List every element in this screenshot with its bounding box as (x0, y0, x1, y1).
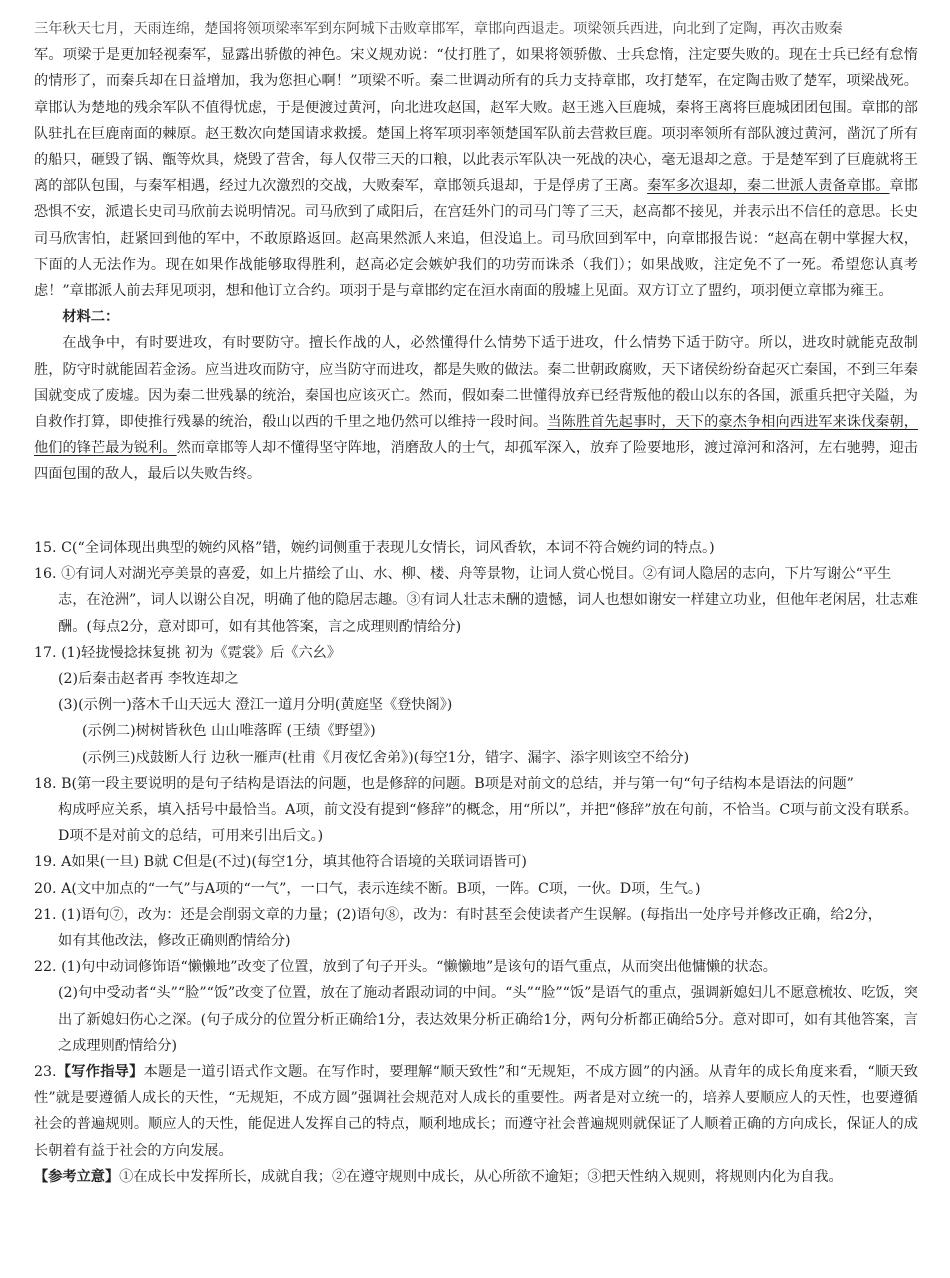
material1-cut-line: 三年秋天七月，天雨连绵，楚国将领项梁率军到东阿城下击败章邯军，章邯向西退走。项梁领兵西进，向北到了定陶，再次击败秦 (34, 21, 843, 37)
material2-text-a: 在战争中，有时要进攻，有时要防守。擅长作战的人，必然懂得什么情势下适于进攻，什么情势下适于防守。所以，进攻时就能克敌制胜，防守时就能固若金汤。应当进攻而防守，应当防守而进攻，都是失败的做法。秦二世朝政腐败，天下诸侯纷纷奋起灭亡秦国，不到三年秦国就变成了废墟。因为秦二世残暴的统治，秦国也应该灭亡。然而，假如秦二世懂得放弃已经背叛他的殽山以东的各国，派重兵把守关隘，为自救作打算，即使推行残暴的统治，殽山以西的千里之地仍然可以维持一段时间。 (34, 335, 918, 431)
answer-21: 21. (1)语句⑦，改为：还是会削弱文章的力量；(2)语句⑧，改为：有时甚至会使读者产生误解。(每指出一处序号并修改正确，给2分， (34, 906, 882, 923)
reference-theme-tag: 【参考立意】 (34, 1168, 120, 1185)
answer-20: 20. A(文中加点的“一气”与A项的“一气”，一口气，表示连续不断。B项，一阵。C项，一伙。D项，生气。) (34, 880, 701, 897)
answer-17-part1: 17. (1)轻拢慢捻抹复挑 初为《霓裳》后《六幺》 (34, 644, 342, 661)
writing-guide-tag: 【写作指导】 (56, 1064, 144, 1081)
answer-17-part3: (3)(示例一)落木千山天远大 澄江一道月分明(黄庭坚《登快阁》) (58, 697, 453, 714)
answer-17-part2: (2)后秦击赵者再 李牧连却之 (58, 671, 239, 688)
material1-text-a: 军。项梁于是更加轻视秦军，显露出骄傲的神色。宋义规劝说：“仗打胜了，如果将领骄傲、士兵怠惰，注定要失败的。现在士兵已经有怠惰的情形了，而秦兵却在日益增加，我为您担心啊！”项梁不听。秦二世调动所有的兵力支持章邯，攻打楚军，在定陶击败了楚军，项梁战死。章邯认为楚地的残余军队不值得忧虑，于是便渡过黄河，向北进攻赵国，赵军大败。赵王逃入巨鹿城，秦将王离将巨鹿城团团包围。章邯的部队驻扎在巨鹿南面的棘原。赵王数次向楚国请求救援。楚国上将军项羽率领楚国军队前去营救巨鹿。项羽率领所有部队渡过黄河，凿沉了所有的船只，砸毁了锅、甑等炊具，烧毁了营舍，每人仅带三天的口粮，以此表示军队决一死战的决心，毫无退却之意。于是楚军到了巨鹿就将王离的部队包围，与秦军相遇，经过九次激烈的交战，大败秦军，章邯领兵退却，于是俘虏了王离。 (34, 47, 918, 195)
answer-18-continued: 构成呼应关系，填入括号中最恰当。A项，前文没有提到“修辞”的概念，用“所以”，并把“修辞”放在句前，不恰当。C项与前文没有联系。D项不是对前文的总结，可用来引出后文。) (58, 802, 918, 845)
material2-paragraph (34, 330, 918, 487)
answer-17-example3: (示例三)戍鼓断人行 边秋一雁声(杜甫《月夜忆舍弟》)(每空1分，错字、漏字、添字则该空不给分) (82, 749, 690, 766)
answer-17-example2: (示例二)树树皆秋色 山山唯落晖 (王绩《野望》) (82, 723, 376, 740)
answer-23-number: 23. (34, 1064, 57, 1081)
material2-text-b: 然而章邯等人却不懂得坚守阵地，消磨敌人的士气，却孤军深入，放弃了险要地形，渡过漳河和洛河，左右驰骋，迎击四面包围的敌人，最后以失败告终。 (34, 440, 918, 483)
answer-21-continued: 如有其他改法，修改正确则酌情给分) (58, 933, 291, 950)
material1-underlined-sentence: 秦军多次退却，秦二世派人责备章邯。 (647, 178, 890, 195)
material2-underlined-sentence: 当陈胜首先起事时，天下的豪杰争相向西进军来诛伐秦朝，他们的锋芒最为锐利。 (34, 414, 918, 457)
material2-heading: 材料二： (62, 309, 120, 326)
material1-text-b: 章邯恐惧不安，派遣长史司马欣前去说明情况。司马欣到了咸阳后，在宫廷外门的司马门等了三天，赵高都不接见，并表示出不信任的意思。长史司马欣害怕，赶紧回到他的军中，不敢原路返回。赵高果然派人来追，但没追上。司马欣回到军中，向章邯报告说：“赵高在朝中掌握大权，下面的人无法作为。现在如果作战能够取得胜利，赵高必定会嫉妒我们的功劳而诛杀（我们）；如果战败，注定免不了一死。希望您认真考虑！”章邯派人前去拜见项羽，想和他订立合约。项羽于是与章邯约定在洹水南面的殷墟上见面。双方订立了盟约，项羽便立章邯为雍王。 (34, 178, 918, 300)
translation-section (34, 21, 918, 488)
writing-guide-text: 本题是一道引语式作文题。在写作时，要理解“顺天致性”和“无规矩，不成方圆”的内涵。从青年的成长角度来看，“顺天致性”就是要遵循人成长的天性，“无规矩，不成方圆”强调社会规范对人成长的重要性。两者是对立统一的，培养人要顺应人的天性，也要遵循社会的普遍规则。顺应人的天性，能促进人发挥自己的特点，顺利地成长；而遵守社会普遍规则就保证了人顺着正确的方向成长，保证人的成长朝着有益于社会的方向发展。 (34, 1064, 918, 1159)
answer-16: 16. ①有词人对湖光亭美景的喜爱，如上片描绘了山、水、柳、楼、舟等景物，让词人赏心悦目。②有词人隐居的志向，下片写谢公“平生 (34, 566, 892, 583)
answer-18: 18. B(第一段主要说明的是句子结构是语法的问题，也是修辞的问题。B项是对前文的总结，并与第一句“句子结构本是语法的问题” (34, 775, 854, 792)
answer-23 (34, 1059, 918, 1164)
reference-theme (34, 1164, 918, 1190)
answer-19: 19. A如果(一旦) B就 C但是(不过)(每空1分，填其他符合语境的关联词语皆可) (34, 854, 527, 871)
answer-22-part1: 22. (1)句中动词修饰语“懒懒地”改变了位置，放到了句子开头。“懒懒地”是该句的语气重点，从而突出他慵懒的状态。 (34, 959, 777, 976)
answer-16-continued: 志，在沧洲”，词人以谢公自况，明确了他的隐居志趣。③有词人壮志未酬的遗憾，词人也想如谢安一样建立功业，但他年老闲居，壮志难酬。(每点2分，意对即可，如有其他答案，言之成理则酌情给分) (58, 592, 918, 635)
reference-theme-text: ①在成长中发挥所长，成就自我；②在遵守规则中成长，从心所欲不逾矩；③把天性纳入规则，将规则内化为自我。 (119, 1168, 843, 1185)
answer-15: 15. C(“全词体现出典型的婉约风格”错，婉约词侧重于表现儿女情长，词风香软，本词不符合婉约词的特点。) (34, 540, 715, 556)
material1-paragraph (34, 16, 918, 304)
answer-22-part2: (2)句中受动者“头”“脸”“饭”改变了位置，放在了施动者跟动词的中间。“头”“脸”“饭”是语气的重点，强调新媳妇儿不愿意梳妆、吃饭，突出了新媳妇伤心之深。(句子成分的位置分析正确给1分，表达效果分析正确给1分，两句分析都正确给5分。意对即可，如有其他答案，言之成理则酌情给分) (58, 985, 918, 1054)
answer-list (34, 535, 918, 1190)
